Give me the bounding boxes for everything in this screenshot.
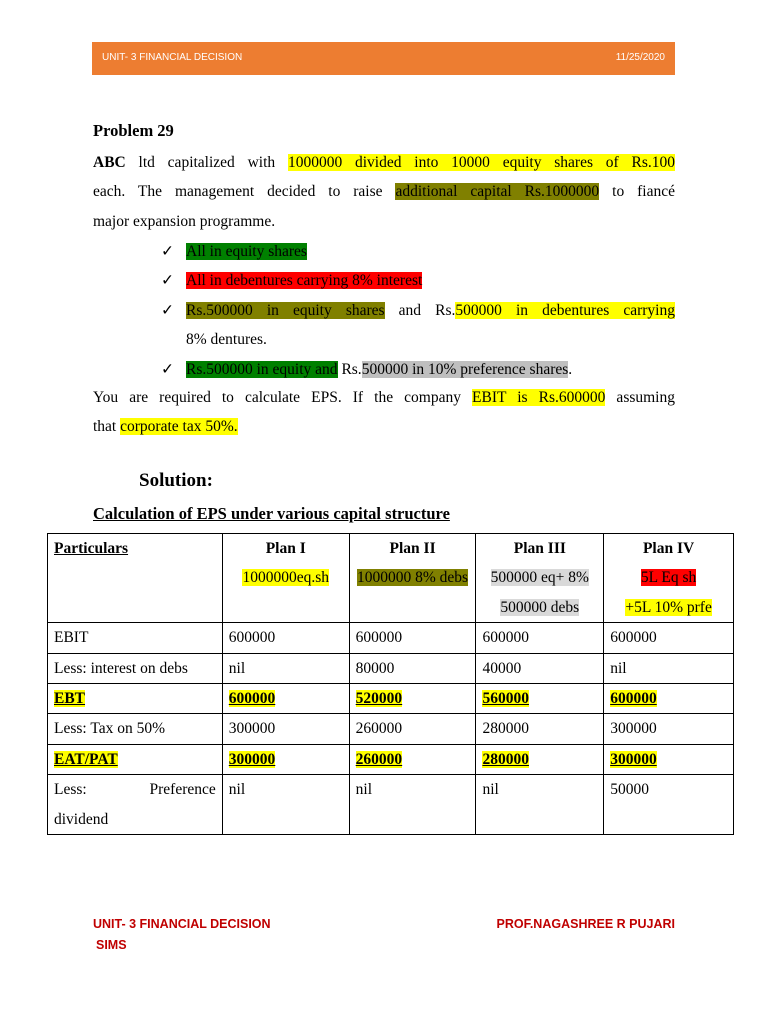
problem-statement <box>93 148 675 236</box>
company-name: ABC <box>93 154 126 171</box>
check-icon: ✓ <box>161 301 174 319</box>
header-plan-2: Plan II 1000000 8% debs <box>349 534 476 623</box>
check-icon: ✓ <box>161 272 174 290</box>
header-particulars: Particulars <box>48 534 223 623</box>
option-item-4: ✓ Rs.500000 in equity and Rs.500000 in 10% preference shares. <box>161 355 675 384</box>
highlight-capital: 1000000 divided into 10000 equity shares of Rs.100 <box>287 154 675 171</box>
page-header <box>92 42 675 75</box>
table-row-eat: EAT/PAT 300000 260000 280000 300000 <box>48 744 734 774</box>
option-item-2: ✓ All in debentures carrying 8% interest <box>161 266 675 295</box>
problem-line-2: each. The management decided to raise additional capital Rs.1000000 to fiancé <box>93 183 676 201</box>
solution-title: Solution: <box>139 470 213 491</box>
table-row: EBIT 600000 600000 600000 600000 <box>48 623 734 653</box>
options-list <box>161 237 675 384</box>
table-row: Less: Tax on 50% 300000 260000 280000 300000 <box>48 714 734 744</box>
header-plan-3: Plan III 500000 eq+ 8% 500000 debs <box>476 534 604 623</box>
problem-title: Problem 29 <box>93 121 174 140</box>
highlight-additional-capital: additional capital Rs.1000000 <box>395 183 600 201</box>
footer-author: PROF.NAGASHREE R PUJARI <box>496 917 675 931</box>
table-row-ebt: EBT 600000 520000 560000 600000 <box>48 684 734 714</box>
eps-table <box>47 533 734 835</box>
check-icon: ✓ <box>161 243 174 260</box>
header-unit-title: UNIT- 3 FINANCIAL DECISION <box>102 52 243 63</box>
header-plan-1: Plan I 1000000eq.sh <box>222 534 349 623</box>
footer-institute: SIMS <box>96 938 127 952</box>
table-header-row <box>48 534 734 623</box>
problem-line-3: major expansion programme. <box>93 212 276 230</box>
table-row: Less: Preference dividend nil nil nil 50000 <box>48 775 734 835</box>
table-row: Less: interest on debs nil 80000 40000 nil <box>48 653 734 683</box>
table-caption: Calculation of EPS under various capital structure <box>93 504 450 523</box>
highlight-tax: corporate tax 50%. <box>120 418 238 436</box>
requirement-line-1: You are required to calculate EPS. If the company EBIT is Rs.600000 assuming <box>93 389 675 406</box>
check-icon: ✓ <box>161 360 174 378</box>
option-item-3: ✓ Rs.500000 in equity shares and Rs.500000 in debentures carrying 8% dentures. <box>161 296 675 355</box>
requirement-text <box>93 383 675 442</box>
header-date: 11/25/2020 <box>615 52 665 63</box>
option-item-1: ✓ All in equity shares <box>161 237 675 266</box>
requirement-line-2: that corporate tax 50%. <box>93 418 238 436</box>
header-plan-4: Plan IV 5L Eq sh +5L 10% prfe <box>604 534 734 623</box>
highlight-ebit: EBIT is Rs.600000 <box>472 389 606 406</box>
footer-unit-title: UNIT- 3 FINANCIAL DECISION <box>93 917 271 931</box>
problem-line-1: ABC ltd capitalized with 1000000 divided into 10000 equity shares of Rs.100 <box>93 154 675 171</box>
